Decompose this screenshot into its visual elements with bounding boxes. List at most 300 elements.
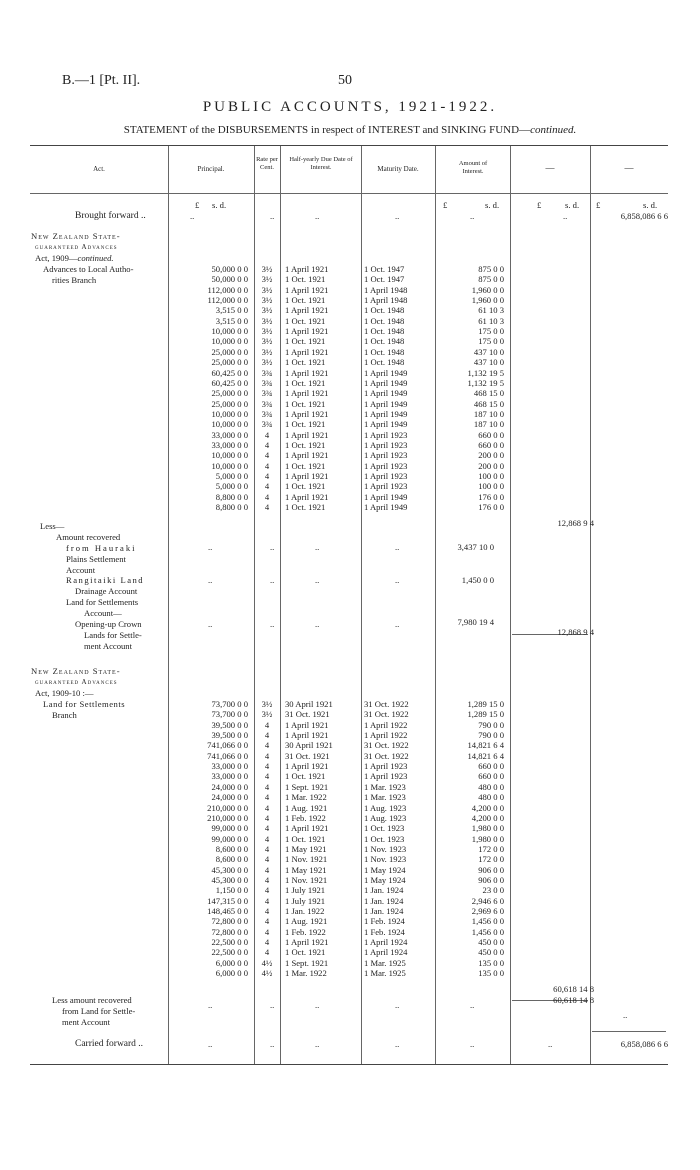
interest-cell: 468 15 0 xyxy=(473,388,504,399)
principal-cell: 45,300 0 0 xyxy=(211,874,248,885)
maturity-date-cell: 1 Jan. 1924 xyxy=(364,885,404,896)
maturity-date-cell: 1 April 1949 xyxy=(364,377,408,388)
due-date-cell: 1 Oct. 1921 xyxy=(285,481,326,492)
interest-cell: 1,289 15 0 xyxy=(467,699,504,709)
rate-cell: 4 xyxy=(264,439,270,450)
dots: .. xyxy=(270,1039,275,1049)
rate-cell: 4 xyxy=(264,947,270,958)
due-date-cell: 1 Oct. 1921 xyxy=(285,357,326,368)
principal-cell: 5,000 0 0 xyxy=(215,471,248,481)
dots: .. xyxy=(563,211,568,221)
col6-pound-marker: £ xyxy=(537,200,542,210)
rate-cell: 3½ xyxy=(261,326,273,337)
principal-cell: 73,700 0 0 xyxy=(211,709,248,720)
interest-cell: 1,132 19 5 xyxy=(467,367,504,378)
section1-title2: guaranteed Advances xyxy=(35,243,118,251)
section1-net: 12,868 9 4 xyxy=(557,627,594,637)
dots: .. xyxy=(270,575,275,585)
due-date-cell: 1 July 1921 xyxy=(285,895,326,906)
maturity-date-cell: 1 April 1923 xyxy=(364,471,408,481)
interest-cell: 660 0 0 xyxy=(478,439,504,450)
principal-cell: 25,000 0 0 xyxy=(211,398,248,409)
maturity-date-cell: 1 April 1949 xyxy=(364,491,408,502)
principal-cell: 99,000 0 0 xyxy=(211,833,248,844)
due-date-cell: 1 Oct. 1921 xyxy=(285,295,326,306)
due-date-cell: 1 Oct. 1921 xyxy=(285,398,326,409)
interest-cell: 790 0 0 xyxy=(478,730,504,741)
page-number: 50 xyxy=(338,73,352,88)
interest-sd-marker: s. d. xyxy=(485,200,500,210)
due-date-cell: 1 April 1921 xyxy=(285,388,329,399)
due-date-cell: 1 July 1921 xyxy=(285,885,326,896)
due-date-cell: 1 Mar. 1922 xyxy=(285,792,327,803)
interest-cell: 660 0 0 xyxy=(478,771,504,782)
interest-cell: 906 0 0 xyxy=(478,874,504,885)
principal-cell: 741,066 0 0 xyxy=(207,740,248,751)
rate-cell: 4 xyxy=(264,450,270,461)
dots: .. xyxy=(470,211,475,221)
interest-cell: 23 0 0 xyxy=(482,885,504,896)
less-item3-line5: ment Account xyxy=(84,641,132,651)
dots: .. xyxy=(470,1000,475,1010)
principal-cell: 8,800 0 0 xyxy=(215,502,248,513)
less-item3-amount: 7,980 19 4 xyxy=(457,617,494,627)
section2-title: New Zealand State- xyxy=(31,666,121,676)
section2-less-amount: 60,618 14 8 xyxy=(553,995,594,1005)
interest-cell: 1,456 0 0 xyxy=(471,926,504,937)
brought-forward-label: Brought forward .. xyxy=(75,211,146,221)
principal-cell: 25,000 0 0 xyxy=(211,388,248,399)
due-date-cell: 1 Nov. 1921 xyxy=(285,874,328,885)
dots: .. xyxy=(315,575,320,585)
dots: .. xyxy=(315,542,320,552)
interest-cell: 437 10 0 xyxy=(473,357,504,368)
principal-cell: 50,000 0 0 xyxy=(211,264,248,274)
principal-cell: 24,000 0 0 xyxy=(211,792,248,803)
rate-cell: 3½ xyxy=(261,305,273,316)
maturity-date-cell: 1 April 1949 xyxy=(364,398,408,409)
interest-cell: 1,456 0 0 xyxy=(471,916,504,927)
rate-cell: 4 xyxy=(264,460,270,471)
less-item2-amount: 1,450 0 0 xyxy=(461,575,494,585)
due-date-cell: 1 April 1921 xyxy=(285,326,329,337)
maturity-date-cell: 1 Oct. 1947 xyxy=(364,264,405,274)
rate-cell: 4 xyxy=(264,730,270,741)
rate-cell: 4 xyxy=(264,874,270,885)
dots: .. xyxy=(208,575,213,585)
maturity-date-cell: 1 April 1923 xyxy=(364,429,408,440)
dots: .. xyxy=(315,1000,320,1010)
maturity-date-cell: 1 April 1923 xyxy=(364,481,408,492)
section2-less-line3: ment Account xyxy=(62,1017,110,1027)
rate-cell: 4 xyxy=(264,740,270,751)
rate-cell: 3½ xyxy=(261,284,273,295)
interest-cell: 175 0 0 xyxy=(478,326,504,337)
interest-cell: 875 0 0 xyxy=(478,274,504,285)
carried-forward-total: 6,858,086 6 6 xyxy=(620,1039,668,1049)
principal-cell: 10,000 0 0 xyxy=(211,336,248,347)
section2-less-line1: Less amount recovered xyxy=(52,995,132,1005)
rate-cell: 4 xyxy=(264,916,270,927)
col-header-maturity: Maturity Date. xyxy=(377,165,419,173)
dots: .. xyxy=(315,619,320,629)
less-item1-line2: from Hauraki xyxy=(66,543,137,553)
maturity-date-cell: 1 Oct. 1948 xyxy=(364,357,405,368)
interest-cell: 176 0 0 xyxy=(478,502,504,513)
maturity-date-cell: 1 Oct. 1948 xyxy=(364,336,405,347)
page-ref: B.—1 [Pt. II]. xyxy=(62,73,141,88)
interest-cell: 1,289 15 0 xyxy=(467,709,504,720)
maturity-date-cell: 31 Oct. 1922 xyxy=(364,740,409,751)
due-date-cell: 1 May 1921 xyxy=(285,843,327,854)
rate-cell: 4 xyxy=(264,502,270,513)
due-date-cell: 1 Oct. 1921 xyxy=(285,274,326,285)
page-title: PUBLIC ACCOUNTS, 1921-1922. xyxy=(202,99,498,115)
interest-cell: 172 0 0 xyxy=(478,843,504,854)
due-date-cell: 1 April 1921 xyxy=(285,429,329,440)
due-date-cell: 1 April 1921 xyxy=(285,367,329,378)
less-item3-line4: Lands for Settle- xyxy=(84,630,142,640)
principal-cell: 25,000 0 0 xyxy=(211,357,248,368)
maturity-date-cell: 1 Feb. 1924 xyxy=(364,916,405,927)
rate-cell: 4½ xyxy=(261,968,273,979)
due-date-cell: 1 Aug. 1921 xyxy=(285,802,328,813)
due-date-cell: 1 April 1921 xyxy=(285,823,329,834)
interest-cell: 200 0 0 xyxy=(478,460,504,471)
interest-cell: 135 0 0 xyxy=(478,957,504,968)
section2-branch: Land for Settlements xyxy=(43,699,126,709)
dots: .. xyxy=(208,619,213,629)
rate-cell: 4 xyxy=(264,854,270,865)
section1-branch: Advances to Local Autho- xyxy=(43,264,134,274)
rate-cell: 4 xyxy=(264,812,270,823)
maturity-date-cell: 1 April 1949 xyxy=(364,408,408,419)
less-item1-line1: Amount recovered xyxy=(56,532,121,542)
rate-cell: 3½ xyxy=(261,699,273,709)
due-date-cell: 1 Jan. 1922 xyxy=(285,906,325,916)
col7-pound-marker: £ xyxy=(596,200,601,210)
maturity-date-cell: 1 April 1923 xyxy=(364,771,408,782)
col-divider xyxy=(590,146,591,1064)
rate-cell: 4 xyxy=(264,491,270,502)
interest-cell: 100 0 0 xyxy=(478,471,504,481)
rate-cell: 4 xyxy=(264,781,270,792)
dots: .. xyxy=(395,1039,400,1049)
rate-cell: 4 xyxy=(264,771,270,782)
carried-forward-label: Carried forward .. xyxy=(75,1039,144,1049)
section1-act: Act, 1909— xyxy=(35,253,78,263)
interest-cell: 480 0 0 xyxy=(478,792,504,803)
due-date-cell: 1 April 1921 xyxy=(285,719,329,730)
interest-cell: 4,200 0 0 xyxy=(471,802,504,813)
less-item3-line3: Opening-up Crown xyxy=(75,619,142,629)
rate-cell: 4 xyxy=(264,802,270,813)
maturity-date-cell: 1 Aug. 1923 xyxy=(364,802,407,813)
rate-cell: 3¾ xyxy=(261,398,273,409)
less-item1-amount: 3,437 10 0 xyxy=(457,542,494,552)
due-date-cell: 1 April 1921 xyxy=(285,730,329,741)
col-header-extra1: — xyxy=(545,163,555,173)
interest-cell: 14,821 6 4 xyxy=(467,740,504,751)
principal-cell: 6,000 0 0 xyxy=(215,968,248,979)
maturity-date-cell: 1 Aug. 1923 xyxy=(364,812,407,823)
principal-cell: 3,515 0 0 xyxy=(215,315,248,326)
dots: .. xyxy=(395,575,400,585)
principal-cell: 5,000 0 0 xyxy=(215,481,248,492)
principal-cell: 1,150 0 0 xyxy=(215,885,248,896)
interest-cell: 175 0 0 xyxy=(478,336,504,347)
principal-cell: 99,000 0 0 xyxy=(211,823,248,834)
due-date-cell: 1 Oct. 1921 xyxy=(285,947,326,958)
due-date-cell: 1 Feb. 1922 xyxy=(285,812,326,823)
principal-cell: 8,600 0 0 xyxy=(215,854,248,865)
principal-cell: 6,000 0 0 xyxy=(215,957,248,968)
maturity-date-cell: 1 April 1923 xyxy=(364,439,408,450)
rate-cell: 4 xyxy=(264,761,270,772)
col6-sd-marker: s. d. xyxy=(565,200,580,210)
interest-cell: 187 10 0 xyxy=(473,408,504,419)
interest-cell: 187 10 0 xyxy=(473,419,504,430)
interest-cell: 2,946 6 0 xyxy=(471,895,504,906)
rate-cell: 3½ xyxy=(261,336,273,347)
due-date-cell: 31 Oct. 1921 xyxy=(285,709,330,720)
maturity-date-cell: 1 Feb. 1924 xyxy=(364,926,405,937)
rate-cell: 3½ xyxy=(261,295,273,306)
maturity-date-cell: 1 April 1949 xyxy=(364,388,408,399)
due-date-cell: 1 April 1921 xyxy=(285,408,329,419)
due-date-cell: 1 Oct. 1921 xyxy=(285,502,326,513)
rate-cell: 4 xyxy=(264,937,270,948)
interest-cell: 437 10 0 xyxy=(473,346,504,357)
interest-cell: 660 0 0 xyxy=(478,761,504,772)
interest-cell: 875 0 0 xyxy=(478,264,504,274)
due-date-cell: 1 April 1921 xyxy=(285,264,329,274)
interest-cell: 480 0 0 xyxy=(478,781,504,792)
principal-cell: 25,000 0 0 xyxy=(211,346,248,357)
dots: .. xyxy=(470,1039,475,1049)
rate-cell: 4½ xyxy=(261,957,273,968)
subtitle-continued: continued. xyxy=(530,124,577,136)
principal-cell: 39,500 0 0 xyxy=(211,730,248,741)
due-date-cell: 30 April 1921 xyxy=(285,740,333,751)
section1-continued: continued. xyxy=(77,253,114,263)
total-rule xyxy=(592,1031,666,1032)
interest-cell: 660 0 0 xyxy=(478,429,504,440)
rate-cell: 4 xyxy=(264,750,270,761)
rate-cell: 3¾ xyxy=(261,388,273,399)
dots: .. xyxy=(395,542,400,552)
maturity-date-cell: 31 Oct. 1922 xyxy=(364,750,409,761)
less-item1-line3: Plains Settlement xyxy=(66,554,126,564)
due-date-cell: 31 Oct. 1921 xyxy=(285,750,330,761)
maturity-date-cell: 1 April 1923 xyxy=(364,450,408,461)
interest-cell: 172 0 0 xyxy=(478,854,504,865)
rate-cell: 3½ xyxy=(261,709,273,720)
dots: .. xyxy=(208,542,213,552)
maturity-date-cell: 1 April 1923 xyxy=(364,460,408,471)
interest-cell: 135 0 0 xyxy=(478,968,504,979)
rate-cell: 4 xyxy=(264,906,270,916)
interest-cell: 1,980 0 0 xyxy=(471,823,504,834)
due-date-cell: 1 Oct. 1921 xyxy=(285,771,326,782)
principal-cell: 60,425 0 0 xyxy=(211,367,248,378)
principal-cell: 22,500 0 0 xyxy=(211,937,248,948)
maturity-date-cell: 1 Oct. 1923 xyxy=(364,823,405,834)
section2-less-line2: from Land for Settle- xyxy=(62,1006,136,1016)
maturity-date-cell: 1 April 1922 xyxy=(364,719,408,730)
interest-cell: 1,980 0 0 xyxy=(471,833,504,844)
due-date-cell: 1 Oct. 1921 xyxy=(285,377,326,388)
principal-cell: 22,500 0 0 xyxy=(211,947,248,958)
rate-cell: 4 xyxy=(264,843,270,854)
maturity-date-cell: 1 May 1924 xyxy=(364,864,406,875)
principal-cell: 33,000 0 0 xyxy=(211,771,248,782)
maturity-date-cell: 1 Mar. 1925 xyxy=(364,957,406,968)
statement-subtitle xyxy=(0,124,700,136)
rate-cell: 4 xyxy=(264,719,270,730)
interest-cell: 4,200 0 0 xyxy=(471,812,504,823)
due-date-cell: 1 Sept. 1921 xyxy=(285,957,329,968)
brought-forward-total: 6,858,086 6 6 xyxy=(620,211,668,221)
principal-cell: 10,000 0 0 xyxy=(211,419,248,430)
col-header-interest: Amount of Interest. xyxy=(458,160,488,175)
less-item3-line1: Land for Settlements xyxy=(66,597,139,607)
principal-cell: 210,000 0 0 xyxy=(207,802,248,813)
less-item3-line2: Account— xyxy=(84,608,122,618)
maturity-date-cell: 1 Oct. 1948 xyxy=(364,315,405,326)
interest-cell: 1,132 19 5 xyxy=(467,377,504,388)
principal-cell: 33,000 0 0 xyxy=(211,439,248,450)
due-date-cell: 1 Aug. 1921 xyxy=(285,916,328,927)
rate-cell: 3¾ xyxy=(261,419,273,430)
rate-cell: 4 xyxy=(264,895,270,906)
maturity-date-cell: 1 April 1949 xyxy=(364,502,408,513)
col-header-rate: Rate per Cent. xyxy=(256,156,278,171)
col-divider xyxy=(510,146,511,1064)
due-date-cell: 1 April 1921 xyxy=(285,450,329,461)
dots: .. xyxy=(623,1010,628,1020)
due-date-cell: 1 April 1921 xyxy=(285,491,329,502)
rate-cell: 4 xyxy=(264,481,270,492)
principal-pound-marker: £ xyxy=(195,200,200,210)
rate-cell: 3½ xyxy=(261,264,273,274)
due-date-cell: 1 Oct. 1921 xyxy=(285,439,326,450)
col-header-act: Act. xyxy=(93,165,105,173)
maturity-date-cell: 1 Mar. 1925 xyxy=(364,968,406,979)
less-item2-line1: Rangitaiki Land xyxy=(66,575,145,585)
due-date-cell: 30 April 1921 xyxy=(285,699,333,709)
dots: .. xyxy=(395,211,400,221)
rate-cell: 3½ xyxy=(261,357,273,368)
principal-cell: 112,000 0 0 xyxy=(207,295,248,306)
section1-subtotal: 12,868 9 4 xyxy=(557,518,594,528)
section2-branch-cont: Branch xyxy=(52,710,77,720)
header-rule xyxy=(30,193,668,194)
due-date-cell: 1 Nov. 1921 xyxy=(285,854,328,865)
less-item1-line4: Account xyxy=(66,565,96,575)
maturity-date-cell: 1 Oct. 1948 xyxy=(364,346,405,357)
interest-cell: 450 0 0 xyxy=(478,947,504,958)
col-header-extra2: — xyxy=(624,163,634,173)
principal-cell: 3,515 0 0 xyxy=(215,305,248,316)
col-header-principal: Principal. xyxy=(197,165,225,173)
col7-sd-marker: s. d. xyxy=(643,200,658,210)
maturity-date-cell: 31 Oct. 1922 xyxy=(364,699,409,709)
due-date-cell: 1 May 1921 xyxy=(285,864,327,875)
principal-cell: 147,315 0 0 xyxy=(207,895,248,906)
maturity-date-cell: 1 Oct. 1948 xyxy=(364,326,405,337)
maturity-date-cell: 31 Oct. 1922 xyxy=(364,709,409,720)
principal-cell: 33,000 0 0 xyxy=(211,429,248,440)
section2-title3: Act, 1909-10 :— xyxy=(35,688,94,698)
rate-cell: 3½ xyxy=(261,274,273,285)
maturity-date-cell: 1 April 1923 xyxy=(364,761,408,772)
due-date-cell: 1 Oct. 1921 xyxy=(285,833,326,844)
dots: .. xyxy=(395,1000,400,1010)
principal-cell: 112,000 0 0 xyxy=(207,284,248,295)
interest-cell: 450 0 0 xyxy=(478,937,504,948)
interest-cell: 14,821 6 4 xyxy=(467,750,504,761)
maturity-date-cell: 1 April 1949 xyxy=(364,367,408,378)
principal-cell: 39,500 0 0 xyxy=(211,719,248,730)
section2-subtotal: 60,618 14 8 xyxy=(553,984,594,994)
dots: .. xyxy=(548,1039,553,1049)
rate-cell: 4 xyxy=(264,885,270,896)
interest-cell: 61 10 3 xyxy=(478,315,504,326)
rate-cell: 3¾ xyxy=(261,367,273,378)
dots: .. xyxy=(315,1039,320,1049)
maturity-date-cell: 1 April 1948 xyxy=(364,295,408,306)
maturity-date-cell: 1 Mar. 1923 xyxy=(364,792,406,803)
principal-cell: 8,800 0 0 xyxy=(215,491,248,502)
rate-cell: 3½ xyxy=(261,346,273,357)
dots: .. xyxy=(270,619,275,629)
maturity-date-cell: 1 April 1948 xyxy=(364,284,408,295)
maturity-date-cell: 1 Mar. 1923 xyxy=(364,781,406,792)
dots: .. xyxy=(395,619,400,629)
interest-pound-marker: £ xyxy=(443,200,448,210)
rate-cell: 4 xyxy=(264,823,270,834)
section1-title3 xyxy=(35,253,114,263)
due-date-cell: 1 April 1921 xyxy=(285,937,329,948)
dots: .. xyxy=(190,211,195,221)
principal-cell: 60,425 0 0 xyxy=(211,377,248,388)
principal-cell: 72,800 0 0 xyxy=(211,926,248,937)
dots: .. xyxy=(270,211,275,221)
due-date-cell: 1 Sept. 1921 xyxy=(285,781,329,792)
section2-title2: guaranteed Advances xyxy=(35,678,118,686)
maturity-date-cell: 1 Nov. 1923 xyxy=(364,843,407,854)
maturity-date-cell: 1 April 1949 xyxy=(364,419,408,430)
interest-cell: 468 15 0 xyxy=(473,398,504,409)
principal-cell: 50,000 0 0 xyxy=(211,274,248,285)
principal-cell: 10,000 0 0 xyxy=(211,408,248,419)
principal-cell: 73,700 0 0 xyxy=(211,699,248,709)
section1-title: New Zealand State- xyxy=(31,231,121,241)
less-item2-line2: Drainage Account xyxy=(75,586,138,596)
interest-cell: 200 0 0 xyxy=(478,450,504,461)
rate-cell: 3¾ xyxy=(261,408,273,419)
due-date-cell: 1 Oct. 1921 xyxy=(285,336,326,347)
due-date-cell: 1 Oct. 1921 xyxy=(285,460,326,471)
maturity-date-cell: 1 Jan. 1924 xyxy=(364,895,404,906)
maturity-date-cell: 1 Oct. 1948 xyxy=(364,305,405,316)
principal-cell: 10,000 0 0 xyxy=(211,326,248,337)
principal-cell: 72,800 0 0 xyxy=(211,916,248,927)
maturity-date-cell: 1 Jan. 1924 xyxy=(364,906,404,916)
principal-cell: 148,465 0 0 xyxy=(207,906,248,916)
subtitle-main: STATEMENT of the DISBURSEMENTS in respect of INTEREST and SINKING FUND— xyxy=(123,124,531,136)
